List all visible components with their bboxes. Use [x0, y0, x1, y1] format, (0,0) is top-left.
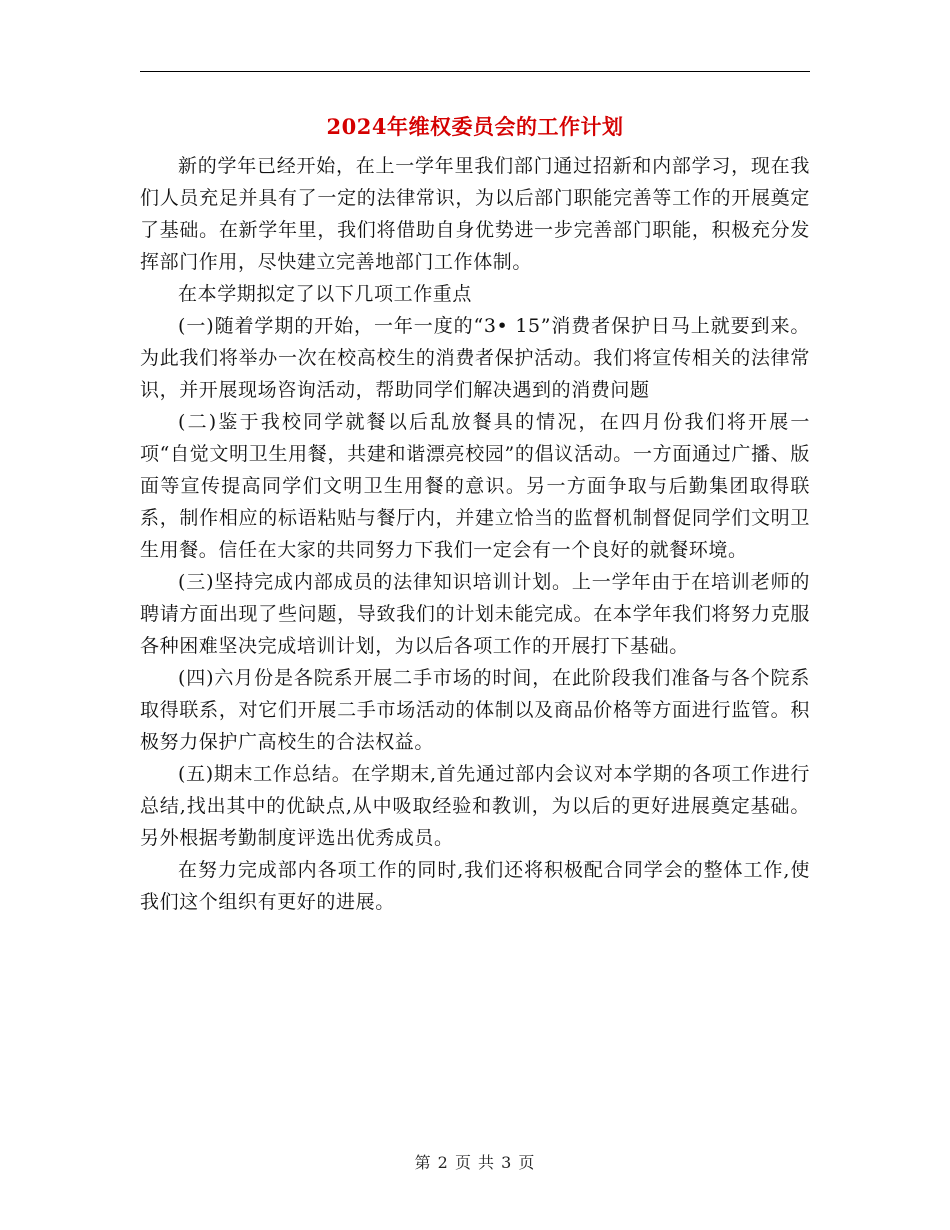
- paragraph-item-1: (一)随着学期的开始，一年一度的“3• 15”消费者保护日马上就要到来。为此我们将举办一次在校高校生的消费者保护活动。我们将宣传相关的法律常识，并开展现场咨询活动，帮助同学们解决遇到的消费问题: [140, 315, 810, 401]
- document-title: 2024年维权委员会的工作计划: [326, 114, 624, 139]
- paragraph-item-4: (四)六月份是各院系开展二手市场的时间，在此阶段我们准备与各个院系取得联系，对它们开展二手市场活动的体制以及商品价格等方面进行监管。积极努力保护广高校生的合法权益。: [140, 667, 810, 753]
- paragraph-focus-heading: 在本学期拟定了以下几项工作重点: [178, 283, 473, 305]
- paragraph-item-3: (三)坚持完成内部成员的法律知识培训计划。上一学年由于在培训老师的聘请方面出现了些问题，导致我们的计划未能完成。在本学年我们将努力克服各种困难坚决完成培训计划，为以后各项工作的开展打下基础。: [140, 571, 810, 657]
- paragraph-closing: 在努力完成部内各项工作的同时,我们还将积极配合同学会的整体工作,使我们这个组织有更好的进展。: [140, 859, 810, 913]
- paragraph-item-2: (二)鉴于我校同学就餐以后乱放餐具的情况，在四月份我们将开展一项“自觉文明卫生用餐，共建和谐漂亮校园”的倡议活动。一方面通过广播、版面等宣传提高同学们文明卫生用餐的意识。另一方面争取与后勤集团取得联系，制作相应的标语粘贴与餐厅内，并建立恰当的监督机制督促同学们文明卫生用餐。信任在大家的共同努力下我们一定会有一个良好的就餐环境。: [140, 411, 810, 561]
- document-body: [140, 150, 810, 918]
- paragraph-intro: 新的学年已经开始，在上一学年里我们部门通过招新和内部学习，现在我们人员充足并具有了一定的法律常识，为以后部门职能完善等工作的开展奠定了基础。在新学年里，我们将借助自身优势进一步完善部门职能，积极充分发挥部门作用，尽快建立完善地部门工作体制。: [140, 155, 810, 273]
- page-number-footer: 第 2 页 共 3 页: [414, 1153, 536, 1172]
- header-rule: [140, 71, 810, 72]
- paragraph-item-5: (五)期末工作总结。在学期末,首先通过部内会议对本学期的各项工作进行总结,找出其中的优缺点,从中吸取经验和教训，为以后的更好进展奠定基础。另外根据考勤制度评选出优秀成员。: [140, 763, 810, 849]
